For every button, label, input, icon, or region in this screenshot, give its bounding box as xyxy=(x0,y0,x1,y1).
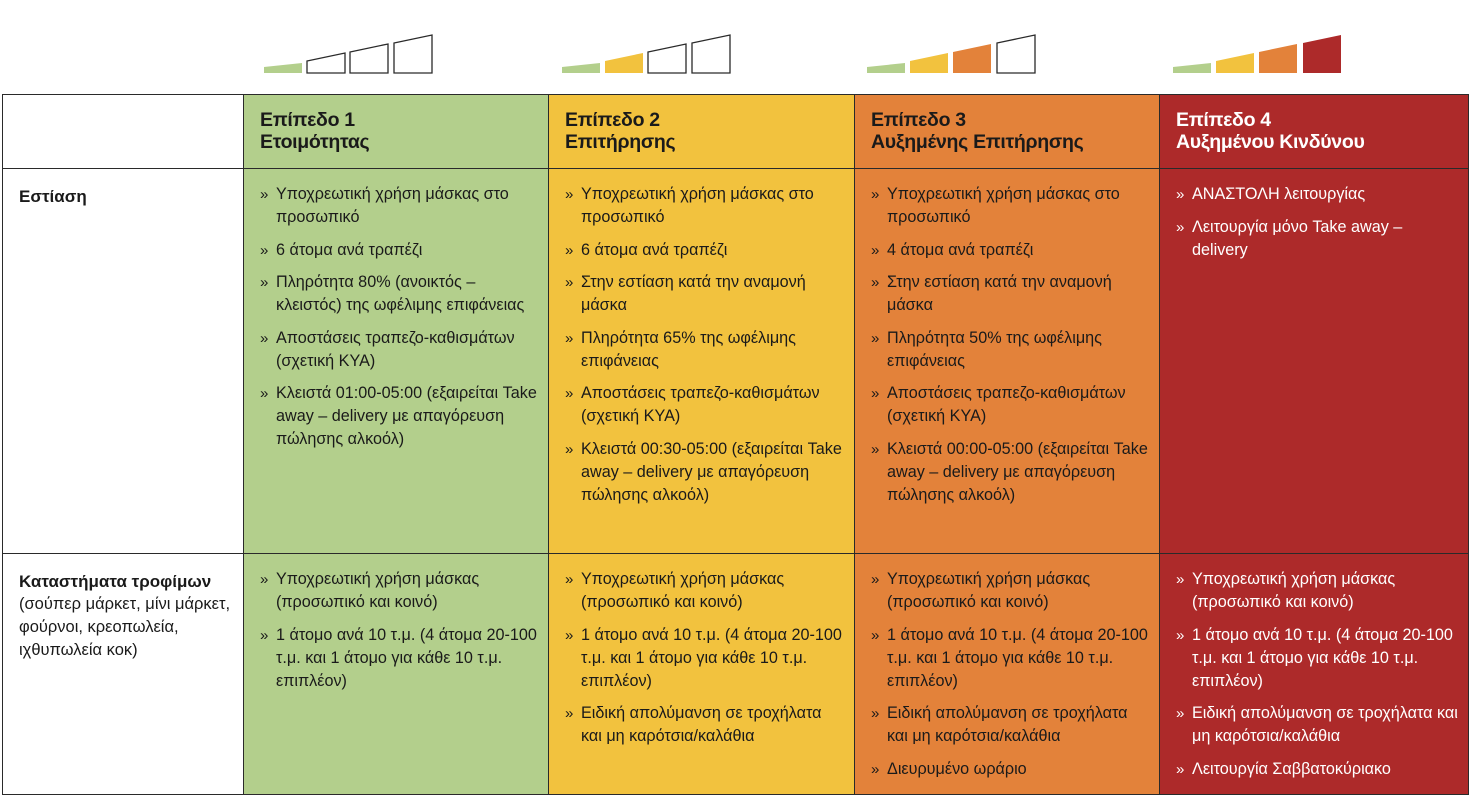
measure-item: » Ειδική απολύμανση σε τροχήλατα και μη καρότσια/καλάθια xyxy=(871,702,1149,748)
empty-step xyxy=(997,35,1035,73)
corner-cell xyxy=(3,95,244,169)
measure-item: » ΑΝΑΣΤΟΛΗ λειτουργίας xyxy=(1176,183,1458,206)
measure-item: » Υποχρεωτική χρήση μάσκας στο προσωπικό xyxy=(871,183,1149,229)
row-title: Εστίαση xyxy=(19,187,87,206)
filled-step xyxy=(1216,53,1254,73)
empty-step xyxy=(350,44,388,73)
measure-item: » Διευρυμένο ωράριο xyxy=(871,758,1149,781)
measure-item: » 1 άτομο ανά 10 τ.μ. (4 άτομα 20-100 τ.μ. και 1 άτομο για κάθε 10 τ.μ. επιπλέον) xyxy=(871,624,1149,693)
measure-item: » Υποχρεωτική χρήση μάσκας (προσωπικό και κοινό) xyxy=(871,568,1149,614)
level-3-name: Αυξημένης Επιτήρησης xyxy=(871,131,1084,153)
measure-item: » 1 άτομο ανά 10 τ.μ. (4 άτομα 20-100 τ.μ. και 1 άτομο για κάθε 10 τ.μ. επιπλέον) xyxy=(1176,624,1458,693)
measure-item: » 1 άτομο ανά 10 τ.μ. (4 άτομα 20-100 τ.μ. και 1 άτομο για κάθε 10 τ.μ. επιπλέον) xyxy=(260,624,538,693)
row-subtitle: (σούπερ μάρκετ, μίνι μάρκετ, φούρνοι, κρεοπωλεία, ιχθυπωλεία κοκ) xyxy=(19,595,231,659)
measure-list xyxy=(244,554,548,693)
level-2-number: Επίπεδο 2 xyxy=(565,109,660,131)
measure-list xyxy=(549,554,854,748)
cell-food-stores-level-2 xyxy=(549,554,855,795)
filled-step xyxy=(605,53,643,73)
cell-food-stores-level-4 xyxy=(1160,554,1469,795)
level-1-name: Ετοιμότητας xyxy=(260,131,370,153)
measure-item: » 4 άτομα ανά τραπέζι xyxy=(871,239,1149,262)
filled-step xyxy=(1173,63,1211,73)
measures-table xyxy=(2,94,1469,795)
measure-item: » Αποστάσεις τραπεζο-καθισμάτων (σχετική ΚΥΑ) xyxy=(260,327,538,373)
row-food-stores xyxy=(3,554,1469,795)
level-4-number: Επίπεδο 4 xyxy=(1176,109,1271,131)
level-4-indicator xyxy=(1173,34,1349,74)
measure-item: » Κλειστά 00:30-05:00 (εξαιρείται Take away – delivery με απαγόρευση πώλησης αλκοόλ) xyxy=(565,438,844,507)
cell-estiasi-level-4 xyxy=(1160,169,1469,554)
measure-item: » Λειτουργία μόνο Take away – delivery xyxy=(1176,216,1458,262)
level-1-indicator xyxy=(264,34,440,74)
cell-estiasi-level-1 xyxy=(244,169,549,554)
measure-item: » Υποχρεωτική χρήση μάσκας στο προσωπικό xyxy=(565,183,844,229)
row-label-estiasi xyxy=(3,169,244,554)
row-estiasi xyxy=(3,169,1469,554)
measure-list xyxy=(1160,554,1468,781)
filled-step xyxy=(867,63,905,73)
level-2-name: Επιτήρησης xyxy=(565,131,676,153)
measure-list xyxy=(1160,169,1468,262)
empty-step xyxy=(648,44,686,73)
measure-item: » Πληρότητα 50% της ωφέλιμης επιφάνειας xyxy=(871,327,1149,373)
level-2-header xyxy=(549,95,855,169)
measure-item: » Αποστάσεις τραπεζο-καθισμάτων (σχετική ΚΥΑ) xyxy=(871,382,1149,428)
level-3-header xyxy=(855,95,1160,169)
measure-item: » Λειτουργία Σαββατοκύριακο xyxy=(1176,758,1458,781)
level-2-indicator xyxy=(562,34,738,74)
measure-list xyxy=(549,169,854,507)
cell-food-stores-level-3 xyxy=(855,554,1160,795)
cell-estiasi-level-3 xyxy=(855,169,1160,554)
empty-step xyxy=(692,35,730,73)
level-3-indicator xyxy=(867,34,1043,74)
measure-item: » 6 άτομα ανά τραπέζι xyxy=(260,239,538,262)
measure-item: » Ειδική απολύμανση σε τροχήλατα και μη καρότσια/καλάθια xyxy=(565,702,844,748)
level-4-name: Αυξημένου Κινδύνου xyxy=(1176,131,1365,153)
level-3-number: Επίπεδο 3 xyxy=(871,109,966,131)
header-row xyxy=(3,95,1469,169)
cell-food-stores-level-1 xyxy=(244,554,549,795)
filled-step xyxy=(1259,44,1297,73)
level-4-header xyxy=(1160,95,1469,169)
measure-item: » Υποχρεωτική χρήση μάσκας (προσωπικό και κοινό) xyxy=(565,568,844,614)
measure-item: » Στην εστίαση κατά την αναμονή μάσκα xyxy=(871,271,1149,317)
measure-item: » Στην εστίαση κατά την αναμονή μάσκα xyxy=(565,271,844,317)
level-1-header xyxy=(244,95,549,169)
filled-step xyxy=(953,44,991,73)
measure-item: » 1 άτομο ανά 10 τ.μ. (4 άτομα 20-100 τ.μ. και 1 άτομο για κάθε 10 τ.μ. επιπλέον) xyxy=(565,624,844,693)
filled-step xyxy=(264,63,302,73)
row-label-food-stores xyxy=(3,554,244,795)
filled-step xyxy=(910,53,948,73)
measure-item: » Ειδική απολύμανση σε τροχήλατα και μη καρότσια/καλάθια xyxy=(1176,702,1458,748)
measure-item: » Κλειστά 00:00-05:00 (εξαιρείται Take away – delivery με απαγόρευση πώλησης αλκοόλ) xyxy=(871,438,1149,507)
empty-step xyxy=(394,35,432,73)
measure-item: » Υποχρεωτική χρήση μάσκας (προσωπικό και κοινό) xyxy=(260,568,538,614)
cell-estiasi-level-2 xyxy=(549,169,855,554)
measure-item: » Υποχρεωτική χρήση μάσκας (προσωπικό και κοινό) xyxy=(1176,568,1458,614)
measure-item: » 6 άτομα ανά τραπέζι xyxy=(565,239,844,262)
measure-list xyxy=(855,169,1159,507)
filled-step xyxy=(562,63,600,73)
measure-item: » Αποστάσεις τραπεζο-καθισμάτων (σχετική ΚΥΑ) xyxy=(565,382,844,428)
measure-item: » Πληρότητα 65% της ωφέλιμης επιφάνειας xyxy=(565,327,844,373)
measure-item: » Κλειστά 01:00-05:00 (εξαιρείται Take away – delivery με απαγόρευση πώλησης αλκοόλ) xyxy=(260,382,538,451)
row-title: Καταστήματα τροφίμων xyxy=(19,572,212,591)
measure-item: » Υποχρεωτική χρήση μάσκας στο προσωπικό xyxy=(260,183,538,229)
level-1-number: Επίπεδο 1 xyxy=(260,109,355,131)
measure-list xyxy=(855,554,1159,781)
measure-list xyxy=(244,169,548,451)
filled-step xyxy=(1303,35,1341,73)
level-indicators xyxy=(0,0,1470,94)
measure-item: » Πληρότητα 80% (ανοικτός – κλειστός) της ωφέλιμης επιφάνειας xyxy=(260,271,538,317)
empty-step xyxy=(307,53,345,73)
